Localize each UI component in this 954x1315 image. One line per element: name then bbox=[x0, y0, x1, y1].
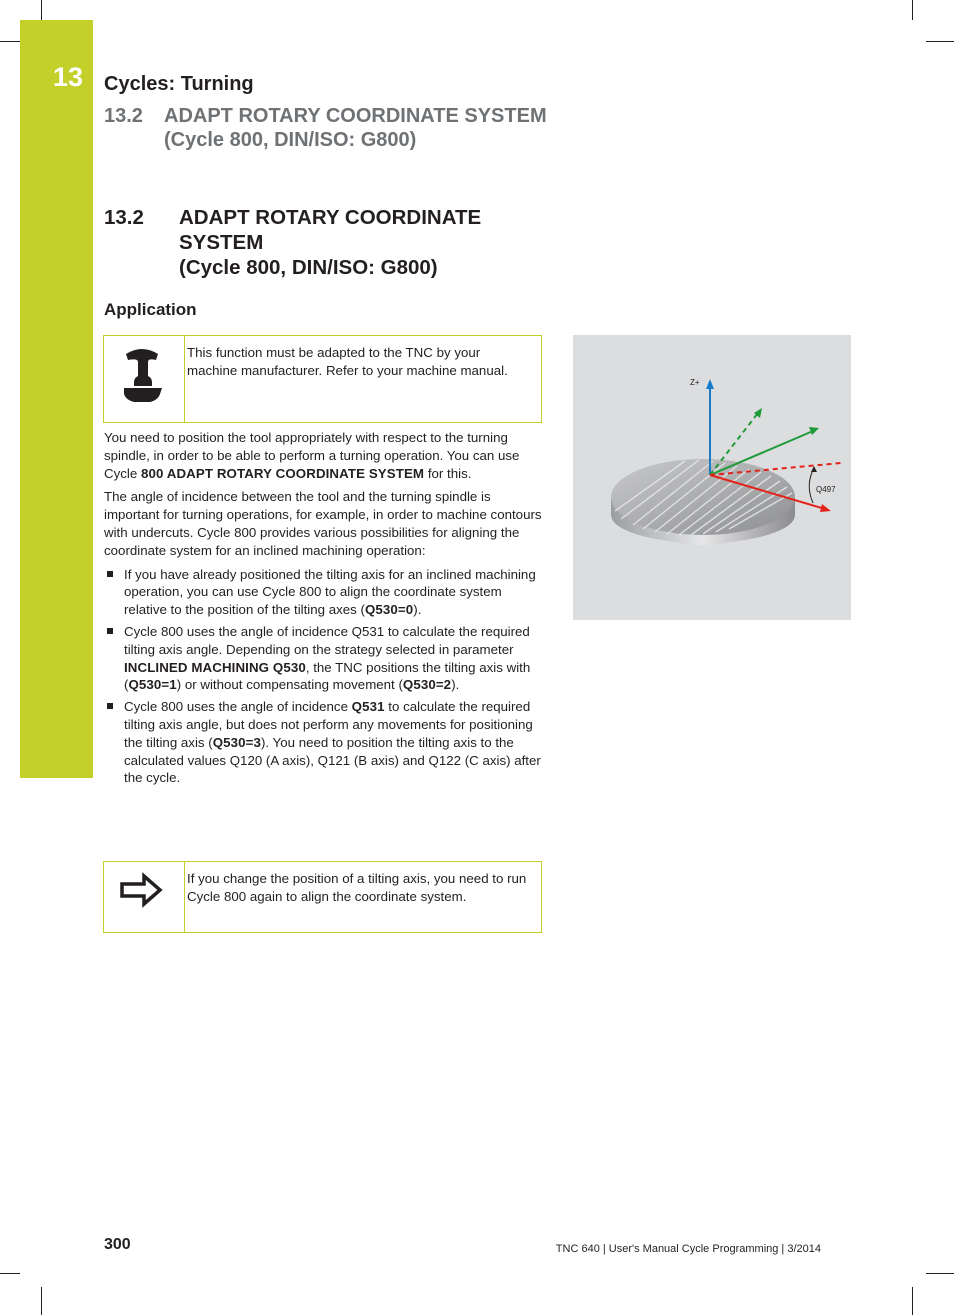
crop-mark bbox=[0, 41, 20, 42]
bullet-icon bbox=[107, 628, 113, 634]
running-header-number: 13.2 bbox=[104, 105, 143, 127]
keyword: INCLINED MACHINING Q530 bbox=[124, 659, 306, 675]
keyword: Q530=3 bbox=[212, 734, 261, 750]
angle-arc-arrowhead bbox=[811, 466, 817, 472]
red-axis-arrowhead bbox=[820, 504, 831, 512]
keyword: 800 ADAPT ROTARY COORDINATE SYSTEM bbox=[140, 465, 425, 481]
text-run: ). bbox=[451, 677, 460, 693]
crop-mark bbox=[926, 1273, 954, 1274]
machine-note bbox=[103, 335, 542, 423]
tip-note-text: If you change the position of a tilting axis, you need to run Cycle 800 again to align the coordinate system. bbox=[187, 871, 527, 904]
crop-mark bbox=[912, 1287, 913, 1315]
text-run: ). bbox=[413, 602, 422, 618]
bullet-icon bbox=[107, 571, 113, 577]
section-title-line1: ADAPT ROTARY COORDINATE bbox=[179, 206, 482, 229]
z-axis-label: Z+ bbox=[690, 378, 700, 387]
subheading: Application bbox=[104, 300, 197, 319]
list-item bbox=[104, 566, 544, 619]
bullet-icon bbox=[107, 703, 113, 709]
list-item bbox=[104, 623, 544, 694]
crop-mark bbox=[926, 41, 954, 42]
section-title-line2: SYSTEM bbox=[179, 231, 264, 254]
z-axis-arrowhead bbox=[706, 379, 714, 389]
figure-svg bbox=[573, 335, 851, 620]
text-run: , the TNC positions the tilting axis with ( bbox=[124, 659, 531, 693]
note-divider bbox=[184, 862, 185, 932]
chapter-title: Cycles: Turning bbox=[104, 73, 254, 95]
crop-mark bbox=[41, 1287, 42, 1315]
body-text bbox=[104, 429, 544, 791]
note-divider bbox=[184, 336, 185, 422]
chapter-number: 13 bbox=[53, 62, 84, 92]
bullet-list bbox=[104, 566, 544, 788]
arrow-right-icon bbox=[104, 862, 184, 937]
list-item bbox=[104, 698, 544, 787]
keyword: Q530=2 bbox=[402, 677, 452, 693]
tip-note bbox=[103, 861, 542, 933]
text-run: You need to position the tool appropriately with respect to the turning spindle, in order to be able to perform a turning operation. You can use Cycle bbox=[104, 430, 520, 481]
text-run: ). You need to position the tilting axis to the calculated values Q120 (A axis), Q121 (B axis) and Q122 (C axis) after the cycle. bbox=[124, 734, 541, 786]
section-title-line3: (Cycle 800, DIN/ISO: G800) bbox=[179, 256, 438, 279]
green-axis-arrowhead bbox=[809, 427, 819, 435]
crop-mark bbox=[912, 0, 913, 20]
rotary-table-figure bbox=[573, 335, 851, 620]
machine-manual-icon bbox=[104, 336, 184, 427]
keyword: Q530=1 bbox=[128, 677, 177, 693]
running-header-line1: ADAPT ROTARY COORDINATE SYSTEM bbox=[164, 105, 547, 127]
running-header bbox=[104, 104, 547, 152]
machine-note-text: This function must be adapted to the TNC by your machine manufacturer. Refer to your machine manual. bbox=[187, 345, 508, 378]
crop-mark bbox=[0, 1273, 20, 1274]
section-title bbox=[104, 205, 519, 280]
angle-label: Q497 bbox=[816, 485, 836, 494]
running-header-line2: (Cycle 800, DIN/ISO: G800) bbox=[164, 129, 417, 151]
text-run: to calculate the required tilting axis angle, but does not perform any movements for positioning the tilting axis ( bbox=[124, 699, 533, 750]
text-run: Cycle 800 uses the angle of incidence bbox=[124, 699, 352, 715]
footer-text: TNC 640 | User's Manual Cycle Programming | 3/2014 bbox=[555, 1243, 821, 1255]
page-number: 300 bbox=[104, 1236, 131, 1253]
keyword: Q530=0 bbox=[364, 602, 414, 618]
paragraph: The angle of incidence between the tool and the turning spindle is important for turning operations, for example, in order to machine contours with undercuts. Cycle 800 provides various possibilities for aligning the coordinate system for an inclined machining operation: bbox=[104, 489, 542, 558]
text-run: Cycle 800 uses the angle of incidence Q531 to calculate the required tilting axis angle. Depending on the strategy selected in parameter bbox=[124, 623, 530, 657]
keyword: Q531 bbox=[351, 699, 385, 715]
section-number: 13.2 bbox=[104, 206, 144, 229]
text-run: If you have already positioned the tilting axis for an inclined machining operation, you can use Cycle 800 to align the coordinate system relative to the position of the tilting axes ( bbox=[124, 566, 536, 618]
text-run: for this. bbox=[424, 465, 472, 481]
text-run: ) or without compensating movement ( bbox=[176, 677, 403, 693]
chapter-sidebar bbox=[20, 20, 93, 778]
paragraph bbox=[104, 429, 544, 482]
crop-mark bbox=[41, 0, 42, 20]
angle-arc bbox=[809, 468, 814, 503]
